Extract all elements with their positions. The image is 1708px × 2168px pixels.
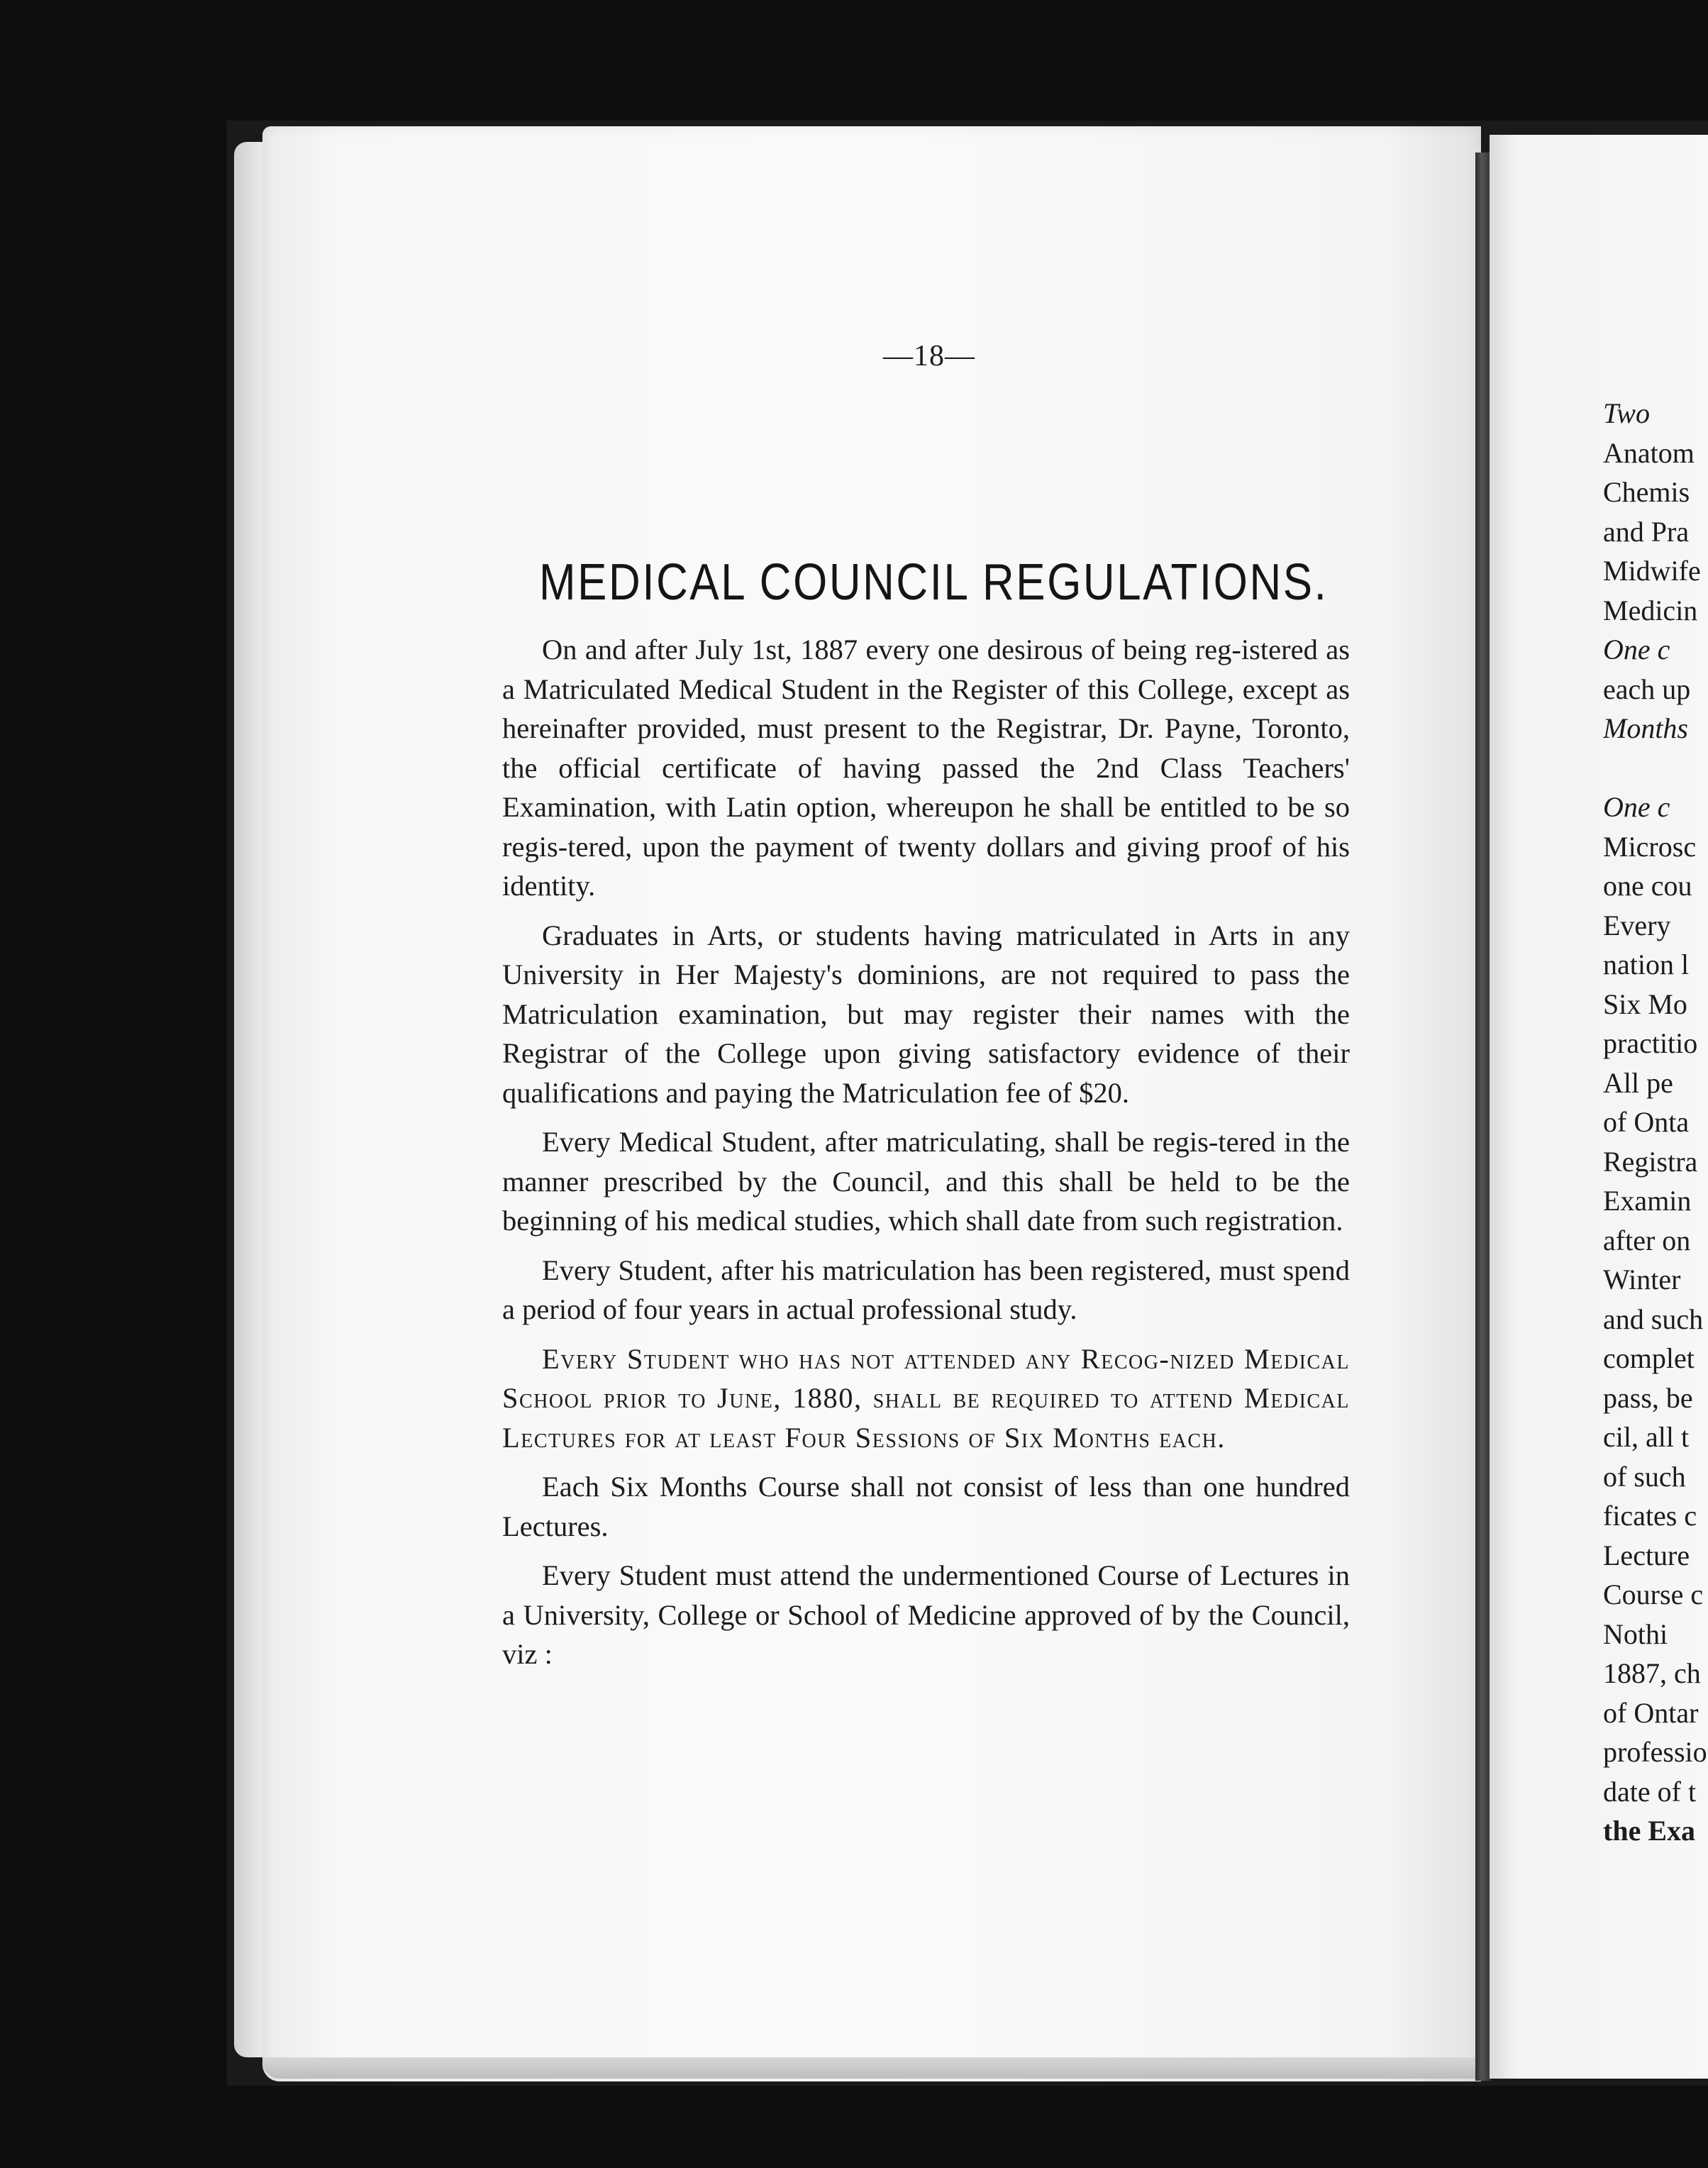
paragraph-six-months-course: Each Six Months Course shall not consist of less than one hundred Lectures. <box>502 1471 1350 1542</box>
right-fragment-line: Winter <box>1603 1263 1681 1295</box>
right-fragment-line: date of t <box>1603 1775 1697 1808</box>
right-fragment-line: Registra <box>1603 1145 1698 1178</box>
right-page-text-fragments <box>1603 394 1708 1851</box>
paragraph-registration-date: Every Medical Student, after matriculating, shall be regis-tered in the manner prescribed by the Council, and this shall be held to be the beginning of his medical studies, which shall date from such registration. <box>502 1126 1350 1237</box>
right-fragment-line: complet <box>1603 1342 1695 1374</box>
right-fragment-line: pass, be <box>1603 1381 1693 1414</box>
right-fragment-line: Anatom <box>1603 436 1695 469</box>
right-fragment-line: nation l <box>1603 948 1690 980</box>
page-bottom-edge <box>262 2057 1482 2079</box>
book-gutter <box>1475 153 1491 2081</box>
right-fragment-line: Microsc <box>1603 830 1697 863</box>
right-fragment-line: Months <box>1603 712 1688 744</box>
paragraph-four-years: Every Student, after his matriculation has been registered, must spend a period of four years in actual professional study. <box>502 1254 1350 1325</box>
right-fragment-line: and Pra <box>1603 515 1690 548</box>
right-fragment-line: after on <box>1603 1224 1691 1256</box>
right-fragment-line: of Onta <box>1603 1106 1690 1138</box>
right-fragment-line: cil, all t <box>1603 1421 1690 1453</box>
page-title: MEDICAL COUNCIL REGULATIONS. <box>539 554 1329 611</box>
right-fragment-line: Examin <box>1603 1185 1692 1217</box>
right-fragment-line: Six Mo <box>1603 988 1687 1020</box>
right-fragment-line: and such <box>1603 1303 1704 1335</box>
right-fragment-line: one cou <box>1603 870 1692 902</box>
right-fragment-line: the Exa <box>1603 1815 1695 1847</box>
right-fragment-line: ficates c <box>1603 1500 1697 1532</box>
right-fragment-line: Lecture <box>1603 1539 1690 1571</box>
right-fragment-line: Medicin <box>1603 594 1698 626</box>
right-fragment-line <box>1603 748 1708 788</box>
paragraph-registration: On and after July 1st, 1887 every one desirous of being reg-istered as a Matriculated Medical Student in the Register of this College, except as hereinafter provided, must present to the Registrar, Dr. Payne, Toronto, the official certificate of having passed the 2nd Class Teachers' Examination, with Latin option, whereupon he shall be entitled to be so regis-tered, upon the payment of twenty dollars and giving proof of his identity. <box>502 634 1350 902</box>
right-fragment-line: of Ontar <box>1603 1696 1699 1729</box>
right-fragment-line: professio <box>1603 1736 1707 1768</box>
right-fragment-line: Nothi <box>1603 1617 1668 1650</box>
body-text <box>502 630 1350 1684</box>
right-fragment-line: Midwife <box>1603 555 1701 587</box>
paragraph-four-sessions: Every Student who has not attended any Recog-nized Medical School prior to June, 1880, shall be required to attend Medical Lectures for at least Four Sessions of Six Months each. <box>502 1342 1350 1454</box>
right-fragment-line: 1887, ch <box>1603 1657 1701 1689</box>
right-fragment-line: One c <box>1603 634 1670 665</box>
right-fragment-line: One c <box>1603 791 1670 823</box>
right-fragment-line: Chemis <box>1603 476 1690 508</box>
paragraph-graduates: Graduates in Arts, or students having matriculated in Arts in any University in Her Majesty's dominions, are not required to pass the Matriculation examination, but may register their names with the Registrar of the College upon giving satisfactory evidence of their qualifications and paying the Matriculation fee of $20. <box>502 919 1350 1109</box>
right-fragment-line: Two <box>1603 397 1650 429</box>
right-fragment-line: Every <box>1603 909 1671 941</box>
right-fragment-line: of such <box>1603 1460 1686 1493</box>
right-fragment-line: practitio <box>1603 1027 1698 1059</box>
right-fragment-line: each up <box>1603 673 1691 705</box>
right-fragment-line: All pe <box>1603 1066 1673 1099</box>
paragraph-course-of-lectures: Every Student must attend the undermentioned Course of Lectures in a University, College or School of Medicine approved of by the Council, viz : <box>502 1559 1350 1670</box>
page-number: —18— <box>883 340 975 372</box>
right-fragment-line: Course c <box>1603 1578 1704 1610</box>
